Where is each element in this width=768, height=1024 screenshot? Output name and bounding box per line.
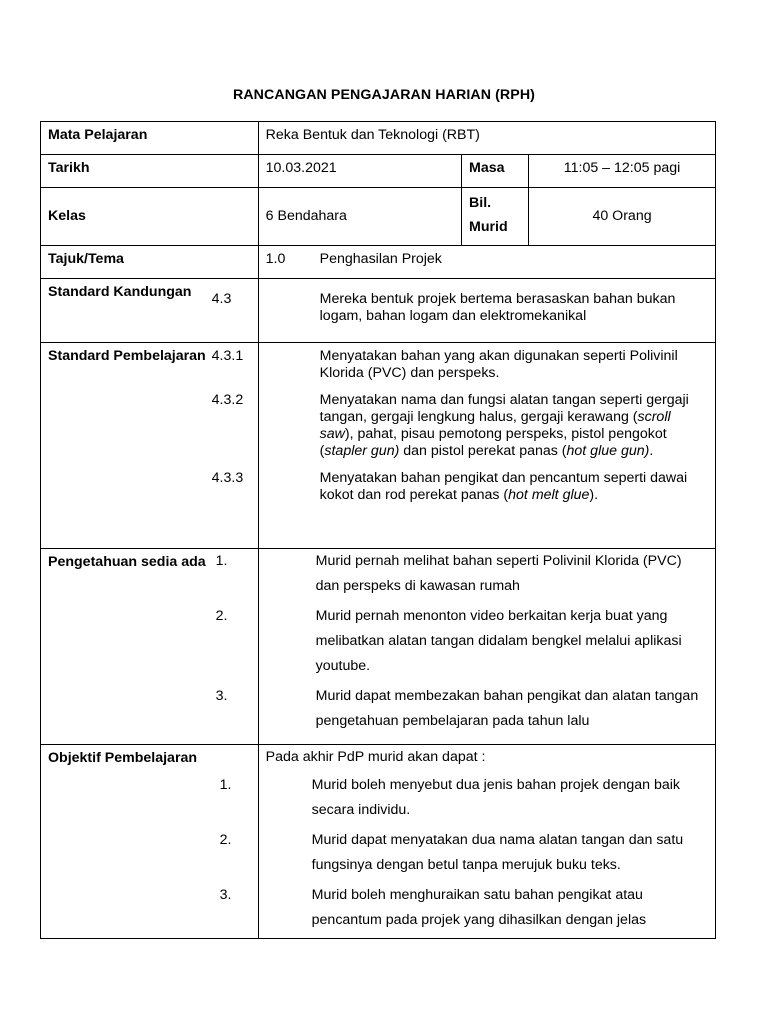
objektif-item-2: 2. Murid dapat menyatakan dua nama alatan tangan dan satu fungsinya dengan betul tanpa merujuk buku teks.	[219, 832, 684, 873]
pengetahuan-item-3: 3. Murid dapat membezakan bahan pengikat dan alatan tangan pengetahuan pembelajaran pada tahun lalu	[215, 688, 699, 729]
pengetahuan-item-2: 2. Murid pernah menonton video berkaitan kerja buat yang melibatkan alatan tangan didalam bengkel melalui aplikasi youtube.	[215, 608, 682, 674]
objektif-intro: Pada akhir PdP murid akan dapat :	[265, 749, 486, 765]
label-masa: Masa	[462, 155, 529, 188]
value-standard-kandungan	[211, 279, 715, 343]
row-mata-pelajaran	[41, 122, 716, 155]
document-title: RANCANGAN PENGAJARAN HARIAN (RPH)	[232, 87, 536, 103]
value-tajuk	[258, 246, 715, 279]
rph-table	[40, 121, 716, 939]
value-tarikh: 10.03.2021	[258, 155, 461, 188]
value-masa: 11:05 – 12:05 pagi	[529, 155, 716, 188]
sp-item-2: 4.3.2 Menyatakan nama dan fungsi alatan tangan seperti gergaji tangan, gergaji lengkung halus, gergaji kerawang (scroll saw), pahat, pisau pemotong perspeks, pistol pengokot (stapler gun) dan pistol perekat panas (hot glue gun).	[211, 392, 689, 459]
sk-number: 4.3	[211, 291, 232, 307]
value-pengetahuan	[215, 549, 715, 745]
label-kelas: Kelas	[41, 188, 259, 246]
objektif-item-1: 1. Murid boleh menyebut dua jenis bahan projek dengan baik secara individu.	[219, 777, 680, 818]
row-standard-kandungan	[41, 279, 716, 343]
value-kelas: 6 Bendahara	[258, 188, 461, 246]
row-standard-pembelajaran	[41, 343, 716, 549]
row-objektif	[41, 745, 716, 939]
pengetahuan-item-1: 1. Murid pernah melihat bahan seperti Polivinil Klorida (PVC) dan perspeks di kawasan rumah	[215, 553, 682, 594]
tajuk-text: Penghasilan Projek	[319, 251, 442, 267]
value-bil-murid: 40 Orang	[529, 188, 716, 246]
value-mata-pelajaran: Reka Bentuk dan Teknologi (RBT)	[258, 122, 715, 155]
label-standard-kandungan: Standard Kandungan	[41, 279, 259, 343]
row-pengetahuan	[41, 549, 716, 745]
label-pengetahuan: Pengetahuan sedia ada	[41, 549, 259, 745]
label-tarikh: Tarikh	[41, 155, 259, 188]
sk-text: Mereka bentuk projek bertema berasaskan bahan bukan logam, bahan logam dan elektromekanikal	[319, 291, 676, 324]
value-objektif	[219, 745, 715, 939]
row-tarikh	[41, 155, 716, 188]
label-mata-pelajaran: Mata Pelajaran	[41, 122, 259, 155]
label-objektif: Objektif Pembelajaran	[41, 745, 259, 939]
sp-item-3: 4.3.3 Menyatakan bahan pengikat dan pencantum seperti dawai kokot dan rod perekat panas (hot melt glue).	[211, 470, 688, 503]
label-tajuk: Tajuk/Tema	[41, 246, 259, 279]
tajuk-number: 1.0	[265, 251, 286, 267]
label-murid: Murid	[469, 219, 508, 235]
row-tajuk	[41, 246, 716, 279]
label-bil-murid	[462, 188, 529, 246]
row-kelas	[41, 188, 716, 246]
value-standard-pembelajaran	[211, 343, 715, 549]
sp-item-1: 4.3.1 Menyatakan bahan yang akan digunakan seperti Polivinil Klorida (PVC) dan perspeks.	[211, 348, 678, 381]
label-standard-pembelajaran: Standard Pembelajaran	[41, 343, 259, 549]
label-bil: Bil.	[469, 195, 492, 211]
objektif-item-3: 3. Murid boleh menghuraikan satu bahan pengikat atau pencantum pada projek yang dihasilkan dengan jelas	[219, 887, 647, 928]
